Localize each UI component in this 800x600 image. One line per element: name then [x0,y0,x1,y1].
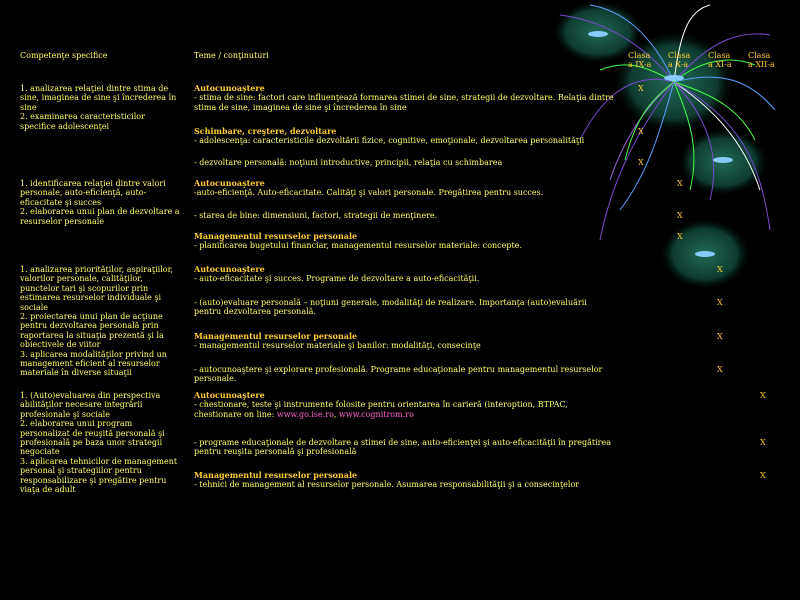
competence-item: 1. identificarea relaţiei dintre valori personale, auto-eficienţă, auto-eficacitate şi succes [20,179,166,207]
class-mark-xi: X [717,365,723,374]
theme-text: - planificarea bugetului financiar, managementul resurselor materiale: concepte. [194,241,522,251]
header-teme: Teme / conţinuturi [194,51,269,60]
theme-text: - autocunoaştere şi explorare profesională. Programe educaţionale pentru managementul resurselor personale. [194,365,603,384]
class-mark-ix: X [638,84,644,93]
theme-block-2 [194,127,614,146]
class-mark-xii: X [760,438,766,447]
link-cognitrom[interactable]: www.cognitrom.ro [339,409,414,419]
competence-item: 2. proiectarea unui plan de acţiune pentru dezvoltarea personală prin raportarea la situaţia prezentă şi la obiectivele de viitor [20,312,164,350]
theme-block-7 [194,265,614,284]
theme-block-9 [194,332,614,351]
competence-item: 2. elaborarea unui plan de dezvoltare a resurselor personale [20,207,180,226]
theme-text: - managementul resurselor materiale şi banilor: modalităţi, consecinţe [194,341,481,351]
theme-text: - (auto)evaluare personală – noţiuni generale, modalităţi de realizare. Importanţa (auto)evaluării pentru dezvoltarea personală. [194,298,587,317]
theme-heading: Autocunoaştere [194,390,265,400]
class-mark-xii: X [760,391,766,400]
header-competente: Competenţe specifice [20,51,108,60]
theme-block-5 [194,211,614,220]
class-mark-ix: X [638,158,644,167]
class-header-xi: Clasa a XI-a [708,51,732,69]
competence-item: 2. examinarea caracteristicilor specifice adolescenţei [20,112,145,131]
class-header-ix: Clasa a IX-a [628,51,652,69]
theme-block-1 [194,84,614,112]
class-mark-xi: X [717,298,723,307]
theme-block-12 [194,438,614,457]
class-mark-xi: X [717,265,723,274]
competence-group-xii [20,391,180,494]
competence-group-ix [20,84,180,131]
class-mark-x: X [677,211,683,220]
class-mark-x: X [677,232,683,241]
theme-block-6 [194,232,614,251]
theme-block-11 [194,391,614,419]
theme-text: - dezvoltare personală: noţiuni introductive, principii, relaţia cu schimbarea [194,158,503,167]
theme-block-3 [194,158,614,167]
theme-block-4 [194,179,614,198]
theme-heading: Autocunoaştere [194,83,265,93]
theme-text: - tehnici de management al resurselor personale. Asumarea responsabilităţii şi a consecinţelor [194,480,580,490]
link-go-ise[interactable]: www.go.ise.ro [276,409,334,419]
class-mark-xi: X [717,332,723,341]
theme-text: - auto-eficacitate şi succes. Programe de dezvoltare a auto-eficacităţii. [194,274,480,284]
theme-heading: Managementul resurselor personale [194,231,358,241]
competence-item: 2. elaborarea unui program personalizat de reuşită personală şi profesională pe baza unor strategii negociate [20,419,165,457]
theme-block-10 [194,365,614,384]
class-mark-ix: X [638,127,644,136]
theme-heading: Autocunoaştere [194,178,265,188]
competence-group-x [20,179,180,226]
theme-text: -auto-eficienţă. Auto-eficacitate. Calităţi şi valori personale. Pregătirea pentru succes. [194,188,544,198]
competence-item: 3. aplicarea tehnicilor de management personal şi strategiilor pentru responsabilizare şi pregătire pentru viaţa de adult [20,456,178,495]
theme-text: - adolescenţa: caracteristicile dezvoltării fizice, cognitive, emoţionale, dezvoltarea personalităţii [194,136,585,146]
class-header-xii: Clasa a XII-a [748,51,775,69]
theme-heading: Autocunoaştere [194,264,265,274]
competence-item: 1. analizarea relaţiei dintre stima de sine, imaginea de sine şi încrederea în sine [20,84,177,112]
class-header-x: Clasa a X-a [668,51,691,69]
theme-heading: Managementul resurselor personale [194,331,358,341]
theme-block-13 [194,471,614,490]
theme-text: - programe educaţionale de dezvoltare a stimei de sine, auto-eficienţei şi auto-eficacităţii în pregătirea pentru reuşita personală şi profesională [194,438,611,457]
theme-text: - stima de sine: factori care influenţează formarea stimei de sine, strategii de dezvoltare. Relaţia dintre stima de sine, imaginea de sine şi încrederea în sine [194,93,614,112]
theme-heading: Schimbare, creştere, dezvoltare [194,126,337,136]
competence-item: 1. (Auto)evaluarea din perspectiva abilităţilor necesare integrării profesionale şi sociale [20,391,161,419]
class-mark-x: X [677,179,683,188]
theme-block-8 [194,298,614,317]
theme-text: - chestionare, teste şi instrumente folosite pentru orientarea în carieră (interoption, BTPAC, chestionare on line: www.go.ise.ro, www.cognitrom.ro [194,400,568,419]
theme-text: - starea de bine: dimensiuni, factori, strategii de menţinere. [194,211,438,220]
competence-item: 1. analizarea priorităţilor, aspiraţiilor, valorilor personale, calităţilor, punctelor tari şi scopurilor prin estimarea resurselor individuale şi sociale [20,265,174,312]
theme-heading: Managementul resurselor personale [194,470,358,480]
class-mark-xii: X [760,471,766,480]
competence-item: 3. aplicarea modalităţilor privind un management eficient al resurselor materiale în diverse situaţii [20,349,167,378]
competence-group-xi [20,265,180,378]
